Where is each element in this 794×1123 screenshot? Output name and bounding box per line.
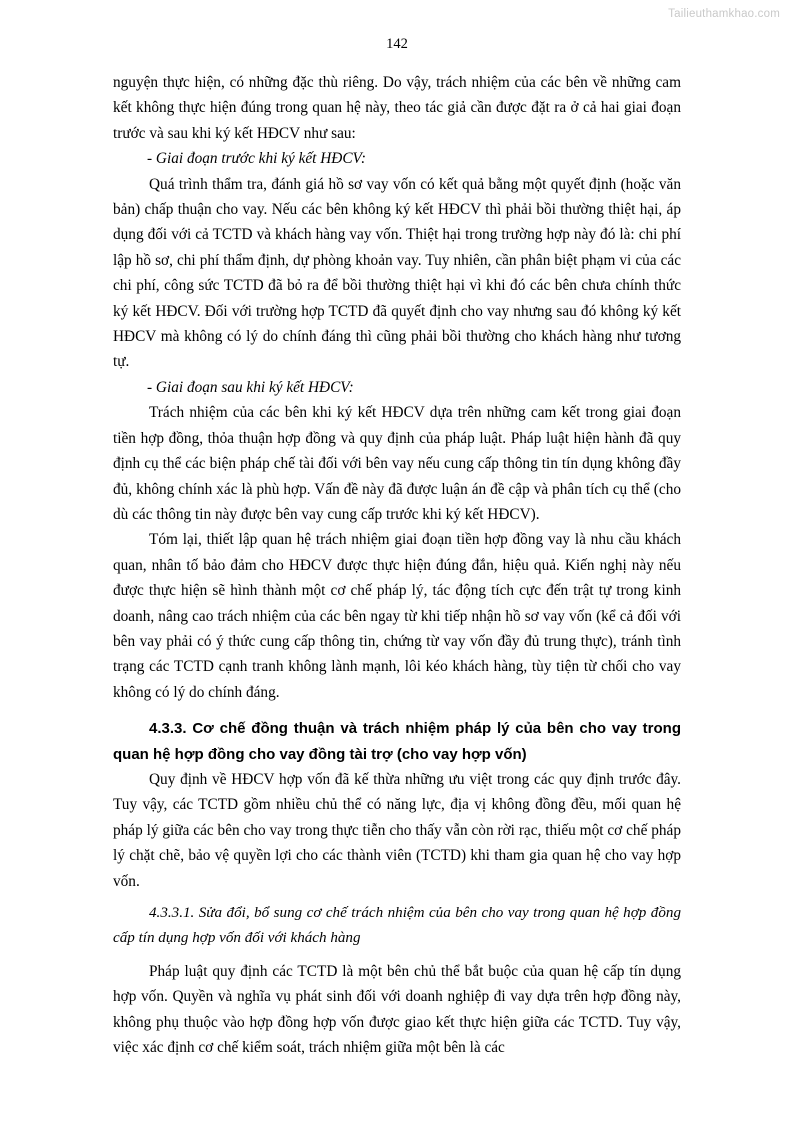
paragraph-3: Trách nhiệm của các bên khi ký kết HĐCV dựa trên những cam kết trong giai đoạn tiền hợp đồng, thỏa thuận hợp đồng và quy định của pháp luật. Pháp luật hiện hành đã quy định cụ thể các biện pháp chế tài đối với bên vay nếu cung cấp thông tin tín dụng không đầy đủ, không chính xác là phù hợp. Vấn đề này đã được luận án đề cập và phân tích cụ thể (cho dù các thông tin này được bên vay cung cấp trước khi ký kết HĐCV). (113, 404, 681, 523)
spacer-after-subheading (113, 952, 681, 959)
paragraph-5: Quy định về HĐCV hợp vốn đã kế thừa những ưu việt trong các quy định trước đây. Tuy vậy, các TCTD gồm nhiều chủ thể có năng lực, địa vị không đồng đều, mối quan hệ pháp lý giữa các bên cho vay trong thực tiễn cho thấy vẫn còn rời rạc, thiếu một cơ chế pháp lý chặt chẽ, bảo vệ quyền lợi cho các thành viên (TCTD) khi tham gia quan hệ cho vay hợp vốn. (113, 770, 681, 890)
watermark-text: Tailieuthamkhao.com (668, 8, 780, 20)
page-content (113, 70, 681, 1060)
page-number: 142 (386, 36, 408, 52)
section-heading-4-3-3: 4.3.3. Cơ chế đồng thuận và trách nhiệm pháp lý của bên cho vay trong quan hệ hợp đồng cho vay đồng tài trợ (cho vay hợp vốn) (113, 720, 681, 763)
paragraph-2: Quá trình thẩm tra, đánh giá hồ sơ vay vốn có kết quả bằng một quyết định (hoặc văn bản) chấp thuận cho vay. Nếu các bên không ký kết HĐCV thì phải bồi thường thiệt hại, áp dụng đối với cả TCTD và khách hàng vay vốn. Thiệt hại trong trường hợp này đó là: chi phí lập hồ sơ, chi phí thẩm định, dự phòng khoản vay. Tuy nhiên, cần phân biệt phạm vi của các chi phí, công sức TCTD đã bỏ ra để bồi thường thiệt hại vì khi đó các bên chưa chính thức ký kết HĐCV. Đối với trường hợp TCTD đã quyết định cho vay nhưng sau đó không ký kết HĐCV mà không có lý do chính đáng thì cũng phải bồi thường cho khách hàng như tương tự. (113, 175, 681, 371)
spacer-before-subheading (113, 894, 681, 901)
subsection-label-1: - Giai đoạn trước khi ký kết HĐCV: (147, 150, 366, 168)
subsection-heading-4-3-3-1: 4.3.3.1. Sửa đổi, bổ sung cơ chế trách nhiệm của bên cho vay trong quan hệ hợp đồng cấp tín dụng hợp vốn đối với khách hàng (113, 905, 681, 947)
subsection-label-2: - Giai đoạn sau khi ký kết HĐCV: (147, 378, 354, 396)
paragraph-1: nguyện thực hiện, có những đặc thù riêng. Do vậy, trách nhiệm của các bên về những cam kết không thực hiện đúng trong quan hệ này, theo tác giả cần được đặt ra ở cả hai giai đoạn trước và sau khi ký kết HĐCV như sau: (113, 74, 681, 142)
paragraph-4: Tóm lại, thiết lập quan hệ trách nhiệm giai đoạn tiền hợp đồng vay là nhu cầu khách quan, nhân tố bảo đảm cho HĐCV được thực hiện đúng đắn, hiệu quả. Kiến nghị này nếu được thực hiện sẽ hình thành một cơ chế pháp lý, tác động tích cực đến trật tự trong kinh doanh, nâng cao trách nhiệm của các bên ngay từ khi tiếp nhận hồ sơ vay vốn (kể cả đối với bên vay phải có ý thức cung cấp thông tin, chứng từ vay vốn đầy đủ trung thực), tránh tình trạng các TCTD cạnh tranh không lành mạnh, lôi kéo khách hàng, tùy tiện từ chối cho vay không có lý do chính đáng. (113, 531, 681, 701)
paragraph-6: Pháp luật quy định các TCTD là một bên chủ thể bắt buộc của quan hệ cấp tín dụng hợp vốn. Quyền và nghĩa vụ phát sinh đối với doanh nghiệp đi vay dựa trên hợp đồng này, không phụ thuộc vào hợp đồng hợp vốn được giao kết thực hiện giữa các TCTD. Tuy vậy, việc xác định cơ chế kiểm soát, trách nhiệm giữa một bên là các (113, 962, 681, 1057)
spacer-before-heading (113, 705, 681, 716)
